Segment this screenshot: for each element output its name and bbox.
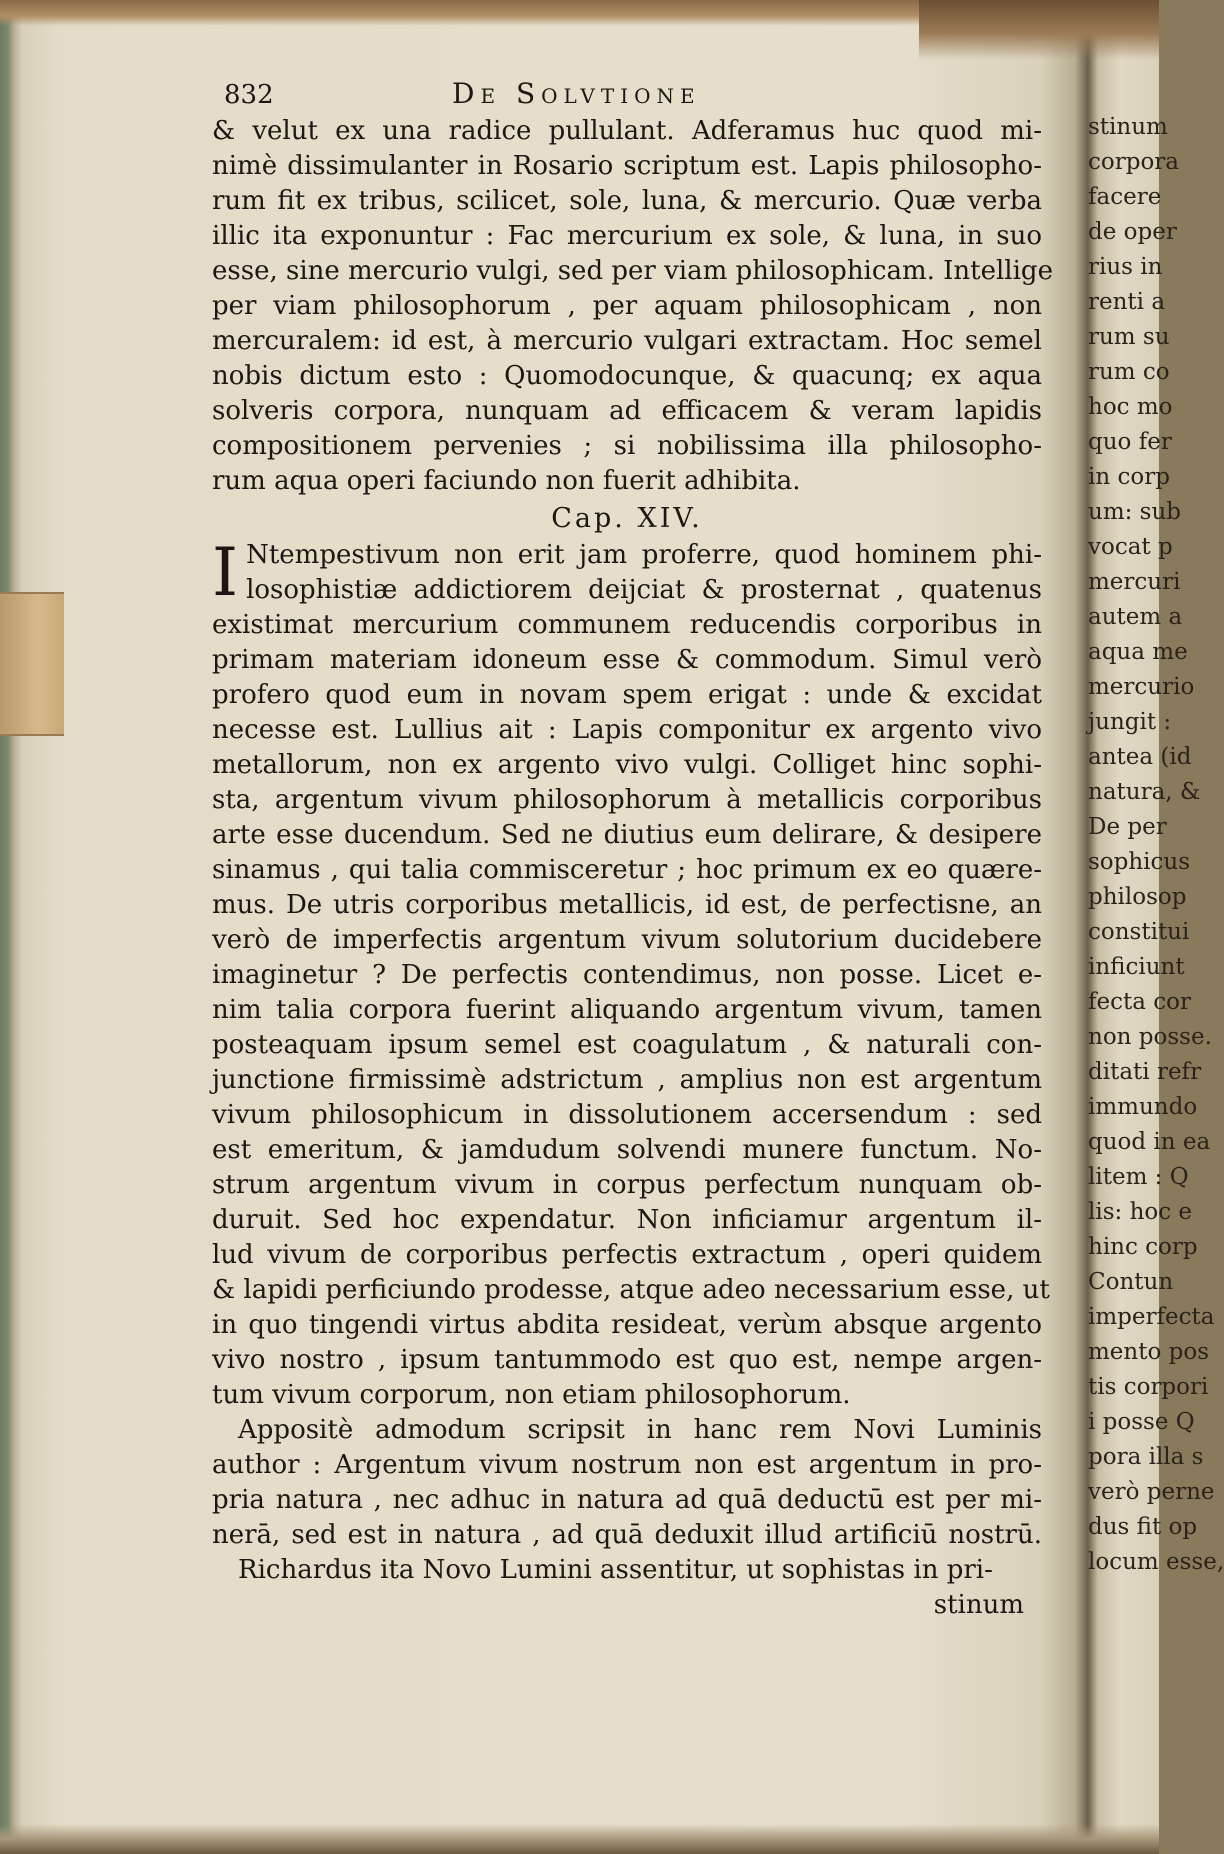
text-line: nimè dissimulanter in Rosario scriptum est. Lapis philosopho- xyxy=(212,151,1042,181)
facing-line: pora illa s xyxy=(1088,1444,1204,1470)
facing-line: ditati refr xyxy=(1088,1059,1202,1085)
page-bottom-edge xyxy=(0,1824,1159,1854)
facing-line: renti a xyxy=(1088,289,1166,315)
facing-line: in corp xyxy=(1088,464,1170,490)
text-line: vivum philosophicum in dissolutionem accersendum : sed xyxy=(212,1100,1042,1130)
facing-line: hinc corp xyxy=(1088,1234,1198,1260)
text-line: & lapidi perficiundo prodesse, atque adeo necessarium esse, ut xyxy=(212,1275,1050,1305)
text-line: nobis dictum esto : Quomodocunque, & quacunq; ex aqua xyxy=(212,361,1042,391)
text-line: compositionem pervenies ; si nobilissima illa philosopho- xyxy=(212,431,1042,461)
text-line: strum argentum vivum in corpus perfectum nunquam ob- xyxy=(212,1170,1042,1200)
facing-line: litem : Q xyxy=(1088,1164,1189,1190)
facing-line: aqua me xyxy=(1088,639,1188,665)
text-line: posteaquam ipsum semel est coagulatum , & naturali con- xyxy=(212,1030,1042,1060)
paragraph-3 xyxy=(212,1413,1042,1553)
text-line: tum vivum corporum, non etiam philosophorum. xyxy=(212,1380,851,1410)
facing-line: mercurio xyxy=(1088,674,1195,700)
facing-line: quod in ea xyxy=(1088,1129,1211,1155)
text-line: est emeritum, & jamdudum solvendi munere functum. No- xyxy=(212,1135,1042,1165)
text-line: existimat mercurium communem reducendis corporibus in xyxy=(212,610,1042,640)
facing-line: lis: hoc e xyxy=(1088,1199,1193,1225)
text-line: mus. De utris corporibus metallicis, id est, de perfectisne, an xyxy=(212,890,1042,920)
facing-line: tis corpori xyxy=(1088,1374,1209,1400)
page-header xyxy=(212,74,1042,114)
text-line: profero quod eum in novam spem erigat : unde & excidat xyxy=(212,680,1042,710)
text-line: sinamus , qui talia commisceretur ; hoc primum ex eo quære- xyxy=(212,855,1042,885)
facing-line: i posse Q xyxy=(1088,1409,1195,1435)
facing-line: imperfecta xyxy=(1088,1304,1215,1330)
facing-line: hoc mo xyxy=(1088,394,1173,420)
facing-line: autem a xyxy=(1088,604,1183,630)
facing-line: fecta cor xyxy=(1088,989,1191,1015)
paragraph-2 xyxy=(212,534,1050,1413)
text-line: nim talia corpora fuerint aliquando argentum vivum, tamen xyxy=(212,995,1042,1025)
facing-line: immundo xyxy=(1088,1094,1198,1120)
text-line: Ntempestivum non erit jam proferre, quod hominem phi- xyxy=(246,540,1042,570)
text-line: solveris corpora, nunquam ad efficacem & veram lapidis xyxy=(212,396,1042,426)
text-line: imaginetur ? De perfectis contendimus, non posse. Licet e- xyxy=(212,960,1042,990)
facing-line: stinum xyxy=(1088,114,1168,140)
text-line: metallorum, non ex argento vivo vulgi. Colliget hinc sophi- xyxy=(212,750,1042,780)
text-line: duruit. Sed hoc expendatur. Non inficiamur argentum il- xyxy=(212,1205,1042,1235)
text-line: sta, argentum vivum philosophorum à metallicis corporibus xyxy=(212,785,1042,815)
text-line: per viam philosophorum , per aquam philosophicam , non xyxy=(212,291,1042,321)
paragraph-2-body xyxy=(212,608,1050,1413)
text-line: nerā, sed est in natura , ad quā deduxit illud artificiū nostrū. xyxy=(212,1520,1042,1550)
text-line: illic ita exponuntur : Fac mercurium ex sole, & luna, in suo xyxy=(212,221,1042,251)
facing-line: quo fer xyxy=(1088,429,1172,455)
wood-edge-top-right xyxy=(919,0,1159,60)
drop-cap: I xyxy=(212,534,239,611)
facing-page-fragment xyxy=(1088,110,1224,1580)
paragraph-2-opening xyxy=(212,534,1042,611)
chapter-heading: Cap. XIV. xyxy=(551,503,703,534)
facing-line: inficiunt xyxy=(1088,954,1185,980)
catchword: stinum xyxy=(933,1590,1024,1620)
paragraph-1 xyxy=(212,114,1053,499)
text-line: Appositè admodum scripsit in hanc rem Novi Luminis xyxy=(238,1415,1042,1445)
text-line: author : Argentum vivum nostrum non est argentum in pro- xyxy=(212,1450,1042,1480)
text-line: in quo tingendi virtus abdita resideat, verùm absque argento xyxy=(212,1310,1042,1340)
facing-line: non posse. xyxy=(1088,1024,1212,1050)
text-line: necesse est. Lullius ait : Lapis componitur ex argento vivo xyxy=(212,715,1042,745)
facing-line: Contun xyxy=(1088,1269,1174,1295)
facing-line: constitui xyxy=(1088,919,1190,945)
text-line: arte esse ducendum. Sed ne diutius eum delirare, & desipere xyxy=(212,820,1042,850)
facing-line: mento pos xyxy=(1088,1339,1210,1365)
facing-line: dus fit op xyxy=(1088,1514,1198,1540)
facing-line: sophicus xyxy=(1088,849,1191,875)
facing-line: um: sub xyxy=(1088,499,1182,525)
page-tab-marker xyxy=(0,592,64,736)
text-line: verò de imperfectis argentum vivum solutorium ducidebere xyxy=(212,925,1042,955)
facing-line: natura, & xyxy=(1088,779,1201,805)
facing-line: mercuri xyxy=(1088,569,1181,595)
text-line: rum aqua operi faciundo non fuerit adhibita. xyxy=(212,466,801,496)
facing-line: verò perne xyxy=(1088,1479,1215,1505)
text-line: pria natura , nec adhuc in natura ad quā deductū est per mi- xyxy=(212,1485,1042,1515)
text-line: vivo nostro , ipsum tantummodo est quo est, nempe argen- xyxy=(212,1345,1042,1375)
text-line: primam materiam idoneum esse & commodum. Simul verò xyxy=(212,645,1042,675)
text-line: Richardus ita Novo Lumini assentitur, ut sophistas in pri- xyxy=(238,1555,993,1585)
facing-line: corpora xyxy=(1088,149,1180,175)
facing-line: antea (id xyxy=(1088,744,1192,770)
facing-line: De per xyxy=(1088,814,1167,840)
facing-line: jungit : xyxy=(1088,709,1172,735)
facing-line: rum co xyxy=(1088,359,1170,385)
facing-line: de oper xyxy=(1088,219,1177,245)
text-line: junctione firmissimè adstrictum , amplius non est argentum xyxy=(212,1065,1042,1095)
running-title: De Solvtione xyxy=(452,77,701,110)
facing-line: rius in xyxy=(1088,254,1163,280)
paragraph-4 xyxy=(212,1553,1042,1588)
facing-line: locum esse, xyxy=(1088,1549,1224,1575)
text-line: & velut ex una radice pullulant. Adferamus huc quod mi- xyxy=(212,116,1042,146)
facing-line: facere xyxy=(1088,184,1162,210)
text-line: losophistiæ addictiorem deijciat & prosternat , quatenus xyxy=(246,575,1042,605)
page-number: 832 xyxy=(224,80,274,110)
text-line: mercuralem: id est, à mercurio vulgari extractam. Hoc semel xyxy=(212,326,1042,356)
text-line: rum fit ex tribus, scilicet, sole, luna, & mercurio. Quæ verba xyxy=(212,186,1042,216)
text-line: lud vivum de corporibus perfectis extractum , operi quidem xyxy=(212,1240,1042,1270)
left-page xyxy=(212,74,1053,1623)
text-line: esse, sine mercurio vulgi, sed per viam philosophicam. Intellige xyxy=(212,256,1053,286)
facing-line: vocat p xyxy=(1088,534,1173,560)
facing-line: philosop xyxy=(1088,884,1187,910)
facing-line: rum su xyxy=(1088,324,1170,350)
